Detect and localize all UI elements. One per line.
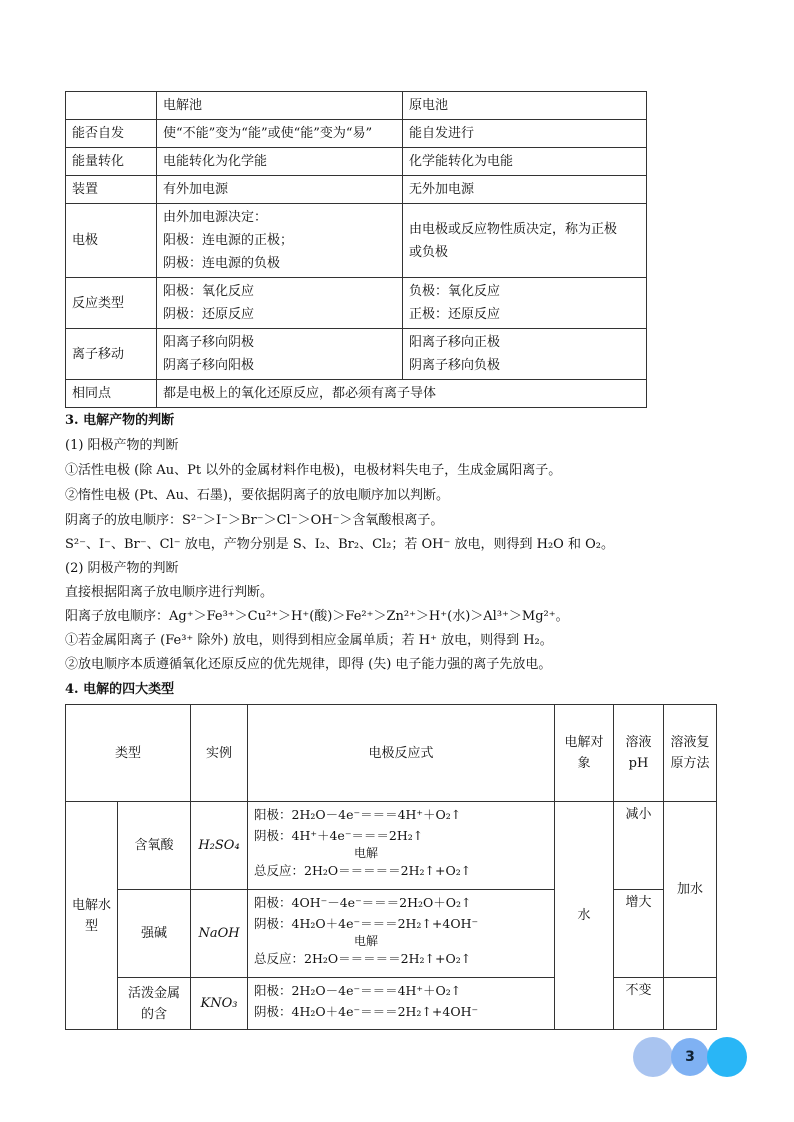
table-row [66, 176, 647, 204]
cell-line: 阴离子移向阳极 [163, 358, 255, 373]
over-label: 电解 [354, 934, 379, 948]
header-type: 类型 [66, 705, 191, 802]
subheading-cathode-products: (2) 阴极产物的判断 [65, 561, 179, 576]
header-object: 电解对象 [555, 705, 614, 802]
table-row [66, 978, 717, 1030]
anode-equation: 阳极：2H₂O－4e⁻＝＝＝4H⁺＋O₂↑ [254, 983, 462, 998]
paragraph: S²⁻、I⁻、Br⁻、Cl⁻ 放电，产物分别是 S、I₂、Br₂、Cl₂；若 OH⁻ 放电，则得到 H₂O 和 O₂。 [65, 537, 614, 552]
table-row [66, 148, 647, 176]
row-label: 装置 [66, 176, 157, 204]
row-example: NaOH [191, 890, 248, 978]
cell-line: 正极：还原反应 [409, 307, 501, 322]
cell-line: 阳离子移向阴极 [163, 335, 255, 350]
cell-line: 负极：氧化反应 [409, 284, 501, 299]
restore-method: 加水 [664, 802, 717, 978]
row-ph: 增大 [614, 890, 664, 978]
paragraph: 直接根据阳离子放电顺序进行判断。 [65, 585, 274, 600]
paragraph: 阴离子的放电顺序：S²⁻＞I⁻＞Br⁻＞Cl⁻＞OH⁻＞含氧酸根离子。 [65, 513, 444, 528]
decor-circle-light [633, 1037, 673, 1077]
cell-line: 阳离子移向正极 [409, 335, 501, 350]
restore-method-empty [664, 978, 717, 1030]
row-example: KNO₃ [191, 978, 248, 1030]
anode-equation: 阳极：4OH⁻－4e⁻＝＝＝2H₂O＋O₂↑ [254, 895, 472, 910]
row-label: 能量转化 [66, 148, 157, 176]
cell-galvanic: 无外加电源 [403, 176, 647, 204]
decor-circle-main [707, 1037, 747, 1077]
row-ph: 减小 [614, 802, 664, 890]
row-type: 活泼金属的含 [118, 978, 191, 1030]
cathode-equation: 阴极：4H₂O＋4e⁻＝＝＝2H₂↑+4OH⁻ [254, 1004, 479, 1019]
electrolysis-types-table [65, 704, 717, 1030]
table-row [66, 890, 717, 978]
page-number: 3 [685, 1049, 695, 1065]
comparison-table [65, 91, 647, 408]
table-row [66, 204, 647, 278]
header-example: 实例 [191, 705, 248, 802]
cell-line: 阳极：连电源的正极； [163, 233, 294, 248]
row-example: H₂SO₄ [191, 802, 248, 890]
cell-line: 或负极 [409, 244, 449, 260]
table-row [66, 802, 717, 890]
row-type: 含氧酸 [118, 802, 191, 890]
cell-line: 由电极或反应物性质决定，称为正极 [409, 221, 618, 237]
header-ph: 溶液pH [614, 705, 664, 802]
cell-line: 由外加电源决定： [163, 210, 268, 225]
cell-electrolytic [157, 278, 403, 329]
row-ph: 不变 [614, 978, 664, 1030]
cell-electrolytic: 使“不能”变为“能”或使“能”变为“易” [157, 120, 403, 148]
paragraph: ①活性电极 (除 Au、Pt 以外的金属材料作电极)，电极材料失电子，生成金属阳离子。 [65, 463, 562, 478]
cell-common: 都是电极上的氧化还原反应，都必须有离子导体 [157, 380, 647, 408]
cell-galvanic: 能自发进行 [403, 120, 647, 148]
table-header-row [66, 92, 647, 120]
header-galvanic-cell: 原电池 [403, 92, 647, 120]
table-row [66, 278, 647, 329]
total-equation: 总反应：2H₂O＝＝＝＝＝2H₂↑+O₂↑ [254, 951, 472, 966]
cell-electrolytic [157, 204, 403, 278]
row-label: 反应类型 [66, 278, 157, 329]
cathode-equation: 阴极：4H⁺＋4e⁻＝＝＝2H₂↑ [254, 828, 424, 843]
section-4-heading: 4. 电解的四大类型 [65, 682, 175, 697]
row-label: 离子移动 [66, 329, 157, 380]
cell-electrolytic: 电能转化为化学能 [157, 148, 403, 176]
cathode-equation: 阴极：4H₂O＋4e⁻＝＝＝2H₂↑+4OH⁻ [254, 916, 479, 931]
cell-line: 阴离子移向负极 [409, 358, 501, 373]
cell-line: 阴极：还原反应 [163, 307, 255, 322]
group-water-electrolysis: 电解水型 [66, 802, 118, 1030]
header-electrolytic-cell: 电解池 [157, 92, 403, 120]
cell-line: 阴极：连电源的负极 [163, 256, 281, 271]
paragraph: ②放电顺序本质遵循氧化还原反应的优先规律，即得 (失) 电子能力强的离子先放电。 [65, 657, 552, 672]
row-equations [248, 802, 555, 890]
header-equation: 电极反应式 [248, 705, 555, 802]
total-equation: 总反应：2H₂O＝＝＝＝＝2H₂↑+O₂↑ [254, 863, 472, 878]
row-equations [248, 890, 555, 978]
cell-galvanic [403, 329, 647, 380]
cell-electrolytic [157, 329, 403, 380]
row-label: 相同点 [66, 380, 157, 408]
cell-electrolytic: 有外加电源 [157, 176, 403, 204]
table-header-row [66, 705, 717, 802]
row-equations [248, 978, 555, 1030]
cell-galvanic [403, 278, 647, 329]
cell-line: 阳极：氧化反应 [163, 284, 255, 299]
row-label: 能否自发 [66, 120, 157, 148]
paragraph: ②惰性电极 (Pt、Au、石墨)，要依据阴离子的放电顺序加以判断。 [65, 488, 450, 503]
anode-equation: 阳极：2H₂O－4e⁻＝＝＝4H⁺＋O₂↑ [254, 807, 462, 822]
header-restore: 溶液复原方法 [664, 705, 717, 802]
paragraph: 阳离子放电顺序：Ag⁺＞Fe³⁺＞Cu²⁺＞H⁺(酸)＞Fe²⁺＞Zn²⁺＞H⁺(水)＞Al³⁺＞Mg²⁺。 [65, 609, 569, 624]
header-cell-empty [66, 92, 157, 120]
cell-galvanic: 化学能转化为电能 [403, 148, 647, 176]
over-label: 电解 [354, 846, 379, 860]
section-3-heading: 3. 电解产物的判断 [65, 413, 175, 428]
table-row [66, 120, 647, 148]
table-row [66, 380, 647, 408]
electrolysis-object: 水 [555, 802, 614, 1030]
cell-galvanic [403, 204, 647, 278]
subheading-anode-products: (1) 阳极产物的判断 [65, 438, 179, 453]
row-label: 电极 [66, 204, 157, 278]
paragraph: ①若金属阳离子 (Fe³⁺ 除外) 放电，则得到相应金属单质；若 H⁺ 放电，则得到 H₂。 [65, 633, 553, 648]
table-row [66, 329, 647, 380]
row-type: 强碱 [118, 890, 191, 978]
